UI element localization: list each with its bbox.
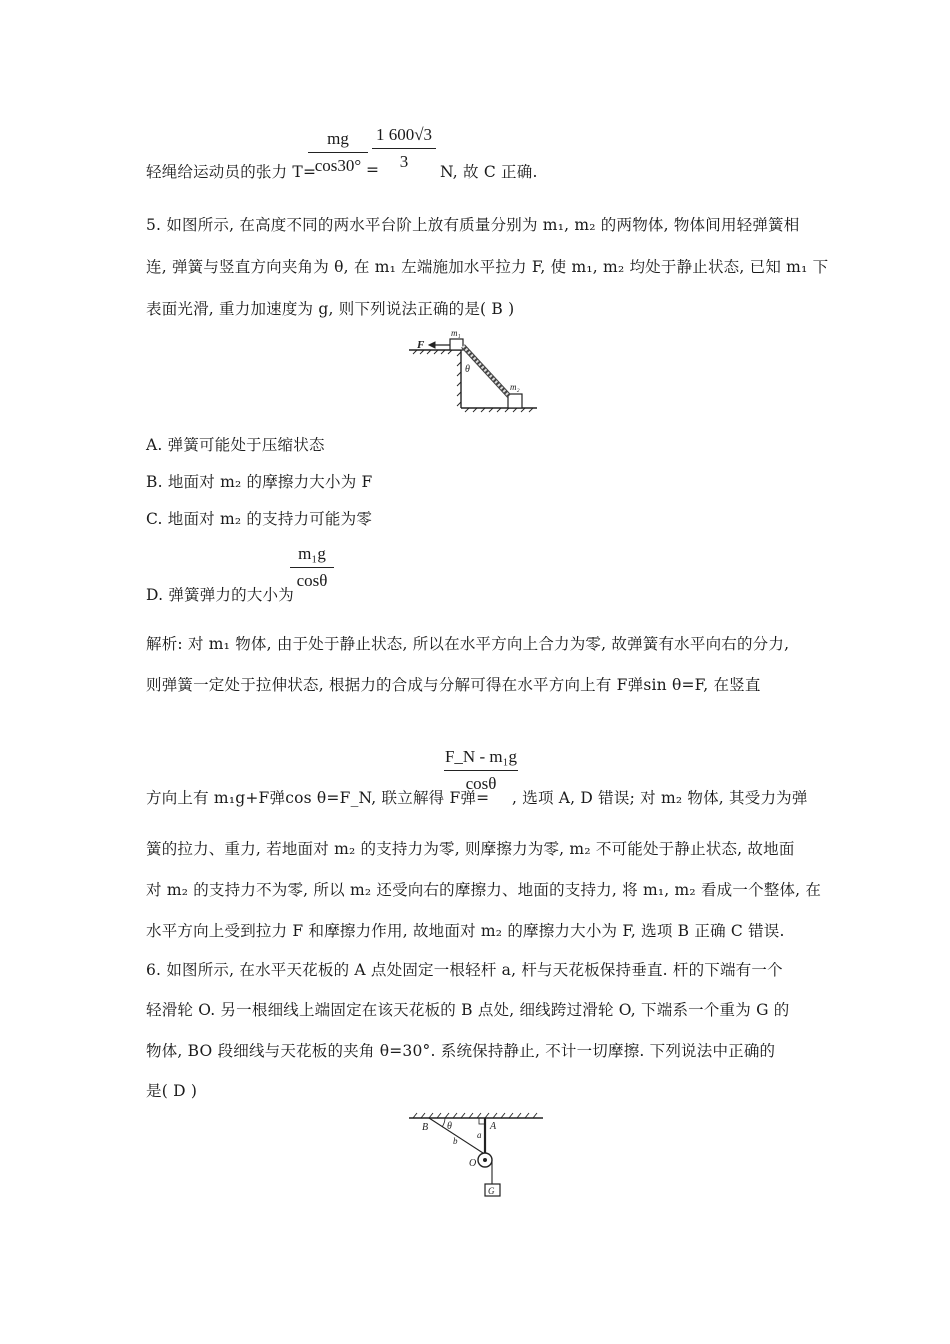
analysis-line-3-tail: , 选项 A, D 错误; 对 m₂ 物体, 其受力为弹 [512, 789, 808, 807]
fraction-denominator: cosθ [465, 774, 497, 793]
q5-line-2: 连, 弹簧与竖直方向夹角为 θ, 在 m₁ 左端施加水平拉力 F, 使 m₁, m₂ 均处于静止状态, 已知 m₁ 下 [146, 258, 829, 276]
analysis-line-2: 则弹簧一定处于拉伸状态, 根据力的合成与分解可得在水平方向上有 F弹sin θ=F, 在竖直 [146, 676, 761, 694]
fraction-numerator: mg [327, 129, 349, 148]
label-theta: θ [447, 1121, 452, 1132]
angle-arc [442, 1118, 445, 1127]
fraction-bar [308, 152, 368, 153]
pulley-axle [483, 1158, 487, 1162]
label-a: a [477, 1130, 482, 1140]
analysis-line-3-lead: 方向上有 m₁g+F弹cos θ=F_N, 联立解得 F弹= [146, 789, 490, 807]
label-A: A [490, 1121, 497, 1132]
option-c: C. 地面对 m₂ 的支持力可能为零 [146, 510, 373, 528]
fraction-numerator: F_N - m₁g [444, 747, 518, 766]
analysis-line-4: 簧的拉力、重力, 若地面对 m₂ 的支持力为零, 则摩擦力为零, m₂ 不可能处于静止状态, 故地面 [146, 840, 795, 858]
option-d: D. 弹簧弹力的大小为 [146, 586, 294, 604]
option-a: A. 弹簧可能处于压缩状态 [146, 436, 325, 454]
label-G: G [488, 1186, 495, 1196]
spring-force-fraction [444, 746, 518, 795]
ceiling [409, 1113, 543, 1118]
q6-diagram [405, 1108, 550, 1203]
fraction-bar [290, 567, 334, 568]
label-b: b [453, 1136, 458, 1146]
tension-fraction-1 [308, 128, 368, 177]
label-B: B [422, 1122, 429, 1133]
fraction-numerator: m₁g [298, 544, 326, 563]
q5-diagram [405, 326, 545, 416]
tension-fraction-2 [372, 124, 436, 173]
label-m1: m₁ [451, 328, 461, 338]
analysis-line-5: 对 m₂ 的支持力不为零, 所以 m₂ 还受向右的摩擦力、地面的支持力, 将 m₁, m₂ 看成一个整体, 在 [146, 881, 822, 899]
label-m2: m₂ [510, 382, 520, 392]
q5-line-3: 表面光滑, 重力加速度为 g, 则下列说法正确的是( B ) [146, 300, 515, 318]
block-m2 [508, 394, 522, 408]
block-m1 [450, 339, 463, 350]
q6-line-1: 6. 如图所示, 在水平天花板的 A 点处固定一根轻杆 a, 杆与天花板保持垂直. 杆的下端有一个 [146, 961, 783, 979]
label-theta: θ [465, 364, 470, 375]
force-arrow [429, 342, 450, 348]
q5-line-1: 5. 如图所示, 在高度不同的两水平台阶上放有质量分别为 m₁, m₂ 的两物体, 物体间用轻弹簧相 [146, 216, 800, 234]
analysis-line-1: 解析: 对 m₁ 物体, 由于处于静止状态, 所以在水平方向上合力为零, 故弹簧有水平向右的分力, [146, 635, 790, 653]
analysis-line-6: 水平方向上受到拉力 F 和摩擦力作用, 故地面对 m₂ 的摩擦力大小为 F, 选项 B 正确 C 错误. [146, 922, 785, 940]
fraction-denominator: cos30° [314, 156, 362, 175]
fraction-numerator: 1 600√3 [375, 125, 433, 144]
q6-line-4: 是( D ) [146, 1082, 198, 1100]
fraction-denominator: cosθ [296, 571, 328, 590]
fraction-bar [444, 770, 518, 771]
label-O: O [469, 1158, 477, 1169]
fraction-bar [372, 148, 436, 149]
fraction-denominator: 3 [399, 152, 409, 171]
tension-lead: 轻绳给运动员的张力 T= [146, 163, 317, 181]
tension-tail: N, 故 C 正确. [440, 163, 538, 181]
q6-line-2: 轻滑轮 O. 另一根细线上端固定在该天花板的 B 点处, 细线跨过滑轮 O, 下端系一个重为 G 的 [146, 1001, 790, 1019]
option-b: B. 地面对 m₂ 的摩擦力大小为 F [146, 473, 373, 491]
option-d-fraction [290, 543, 334, 592]
q6-line-3: 物体, BO 段细线与天花板的夹角 θ=30°. 系统保持静止, 不计一切摩擦. 下列说法中正确的 [146, 1042, 776, 1060]
label-F: F [417, 339, 425, 351]
equals-sign: = [366, 161, 380, 179]
